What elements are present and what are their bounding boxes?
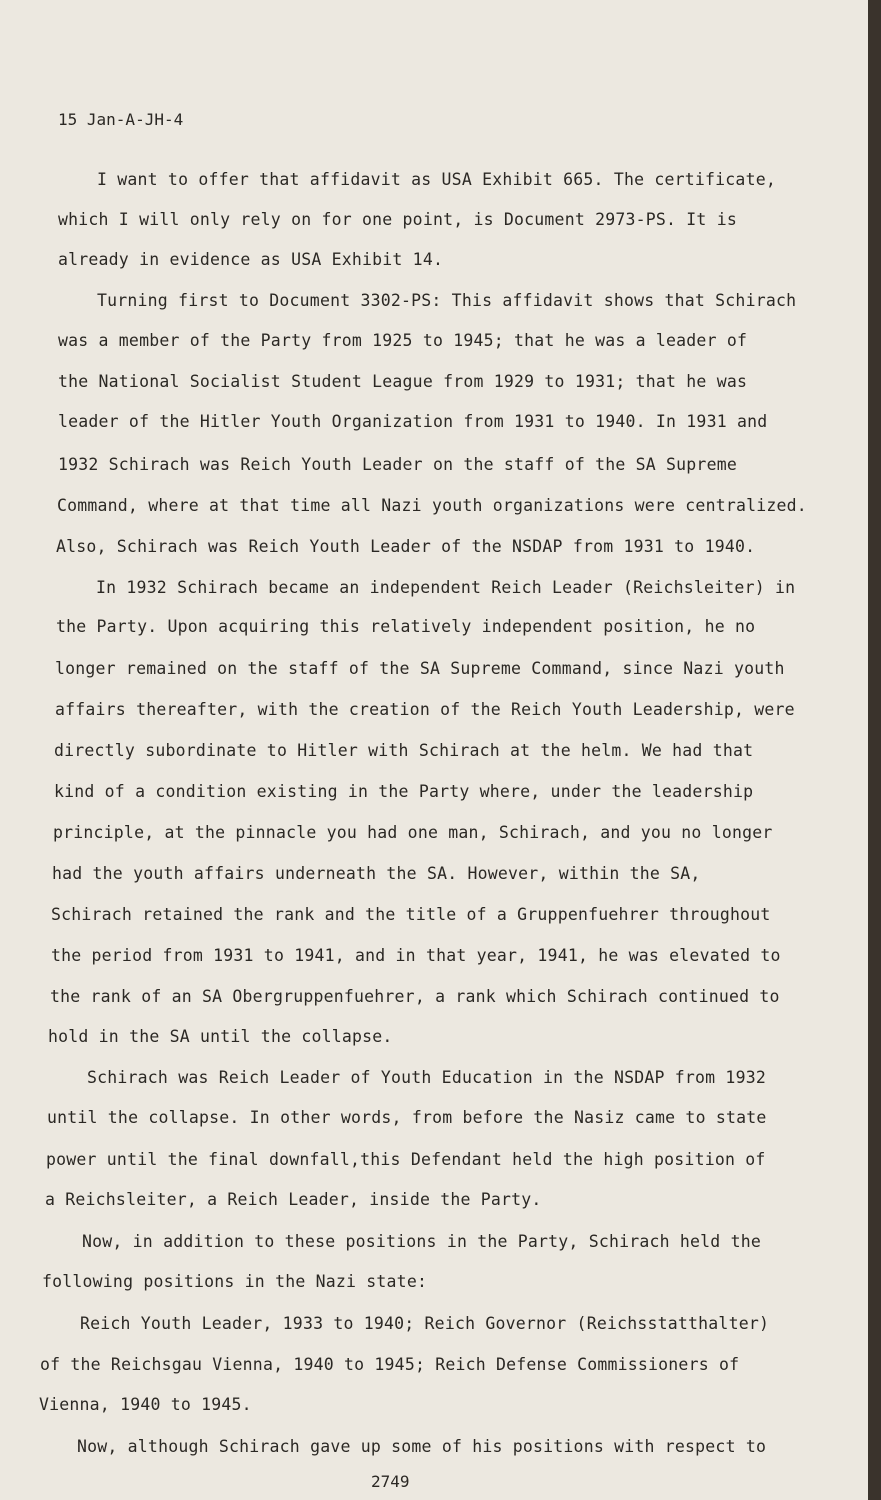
- text-line: directly subordinate to Hitler with Schirach at the helm. We had that: [54, 741, 754, 760]
- text-line: Turning first to Document 3302-PS: This affidavit shows that Schirach: [97, 291, 797, 310]
- text-line: longer remained on the staff of the SA Supreme Command, since Nazi youth: [55, 659, 785, 678]
- scan-edge: [868, 0, 881, 1500]
- text-line: a Reichsleiter, a Reich Leader, inside the Party.: [45, 1190, 542, 1209]
- text-line: Schirach retained the rank and the title of a Gruppenfuehrer throughout: [51, 905, 771, 924]
- text-line: Also, Schirach was Reich Youth Leader of the NSDAP from 1931 to 1940.: [56, 537, 756, 556]
- text-line: Command, where at that time all Nazi youth organizations were centralized.: [57, 496, 807, 515]
- text-line: the period from 1931 to 1941, and in that year, 1941, he was elevated to: [51, 946, 781, 965]
- text-line: affairs thereafter, with the creation of the Reich Youth Leadership, were: [55, 700, 795, 719]
- text-line: was a member of the Party from 1925 to 1945; that he was a leader of: [58, 331, 748, 350]
- text-line: Now, in addition to these positions in the Party, Schirach held the: [82, 1232, 761, 1251]
- text-line: In 1932 Schirach became an independent Reich Leader (Reichsleiter) in: [96, 578, 796, 597]
- text-line: I want to offer that affidavit as USA Exhibit 665. The certificate,: [97, 170, 776, 189]
- page-number: 2749: [371, 1472, 410, 1491]
- text-line: power until the final downfall,this Defendant held the high position of: [46, 1150, 766, 1169]
- text-line: which I will only rely on for one point, is Document 2973-PS. It is: [58, 210, 737, 229]
- text-line: Reich Youth Leader, 1933 to 1940; Reich Governor (Reichsstatthalter): [80, 1314, 770, 1333]
- page-header: 15 Jan-A-JH-4: [58, 110, 184, 129]
- text-line: the rank of an SA Obergruppenfuehrer, a rank which Schirach continued to: [50, 987, 780, 1006]
- text-line: Schirach was Reich Leader of Youth Education in the NSDAP from 1932: [87, 1068, 766, 1087]
- text-line: hold in the SA until the collapse.: [48, 1027, 393, 1046]
- text-line: kind of a condition existing in the Party where, under the leadership: [54, 782, 754, 801]
- text-line: leader of the Hitler Youth Organization from 1931 to 1940. In 1931 and: [58, 412, 768, 431]
- text-line: following positions in the Nazi state:: [42, 1272, 428, 1291]
- text-line: until the collapse. In other words, from before the Nasiz came to state: [47, 1108, 767, 1127]
- text-line: principle, at the pinnacle you had one man, Schirach, and you no longer: [53, 823, 773, 842]
- text-line: the Party. Upon acquiring this relatively independent position, he no: [56, 617, 756, 636]
- text-line: the National Socialist Student League from 1929 to 1931; that he was: [58, 372, 748, 391]
- text-line: Vienna, 1940 to 1945.: [39, 1395, 252, 1414]
- text-line: of the Reichsgau Vienna, 1940 to 1945; Reich Defense Commissioners of: [40, 1355, 740, 1374]
- text-line: already in evidence as USA Exhibit 14.: [58, 250, 444, 269]
- text-line: had the youth affairs underneath the SA. However, within the SA,: [52, 864, 701, 883]
- text-line: 1932 Schirach was Reich Youth Leader on the staff of the SA Supreme: [58, 455, 737, 474]
- text-line: Now, although Schirach gave up some of his positions with respect to: [77, 1437, 767, 1456]
